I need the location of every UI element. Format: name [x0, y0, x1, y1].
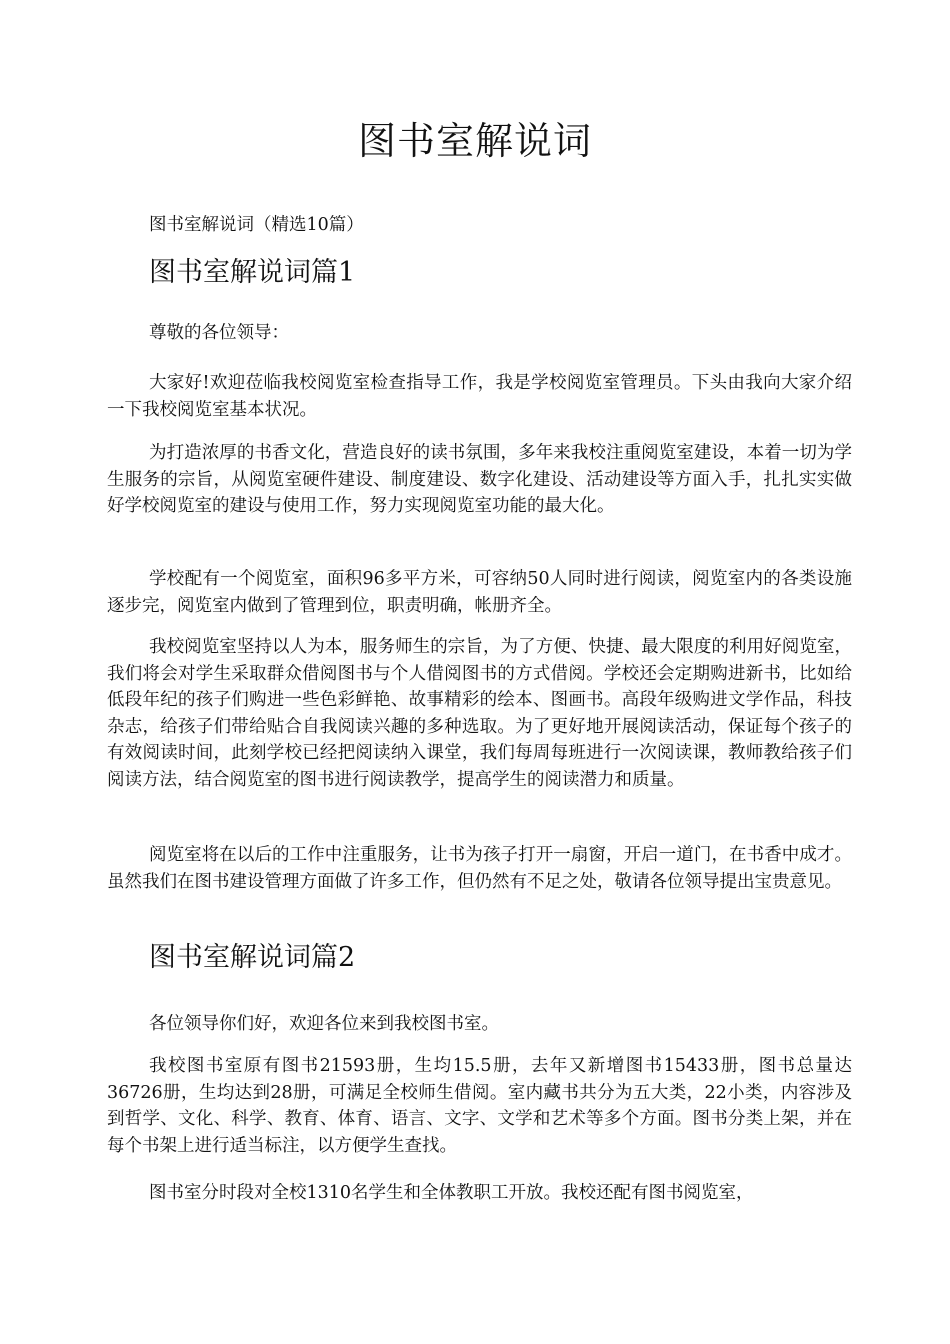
paragraph-s1-p5: 我校阅览室坚持以人为本，服务师生的宗旨，为了方便、快捷、最大限度的利用好阅览室，我们将会对学生采取群众借阅图书与个人借阅图书的方式借阅。学校还会定期购进新书，比如给低段年纪的孩子们购进一些色彩鲜艳、故事精彩的绘本、图画书。高段年级购进文学作品，科技杂志，给孩子们带给贴合自我阅读兴趣的多种选取。为了更好地开展阅读活动，保证每个孩子的有效阅读时间，此刻学校已经把阅读纳入课堂，我们每周每班进行一次阅读课，教师教给孩子们阅读方法，结合阅览室的图书进行阅读教学，提高学生的阅读潜力和质量。: [107, 637, 852, 790]
document-subtitle: 图书室解说词（精选10篇）: [149, 215, 364, 235]
paragraph-s2-p1: 各位领导你们好，欢迎各位来到我校图书室。: [149, 1014, 499, 1034]
paragraph-s2-p2: 我校图书室原有图书21593册，生均15.5册，去年又新增图书15433册，图书总量达36726册，生均达到28册，可满足全校师生借阅。室内藏书共分为五大类，22小类，内容涉及到哲学、文化、科学、教育、体育、语言、文字、文学和艺术等多个方面。图书分类上架，并在每个书架上进行适当标注，以方便学生查找。: [107, 1056, 852, 1156]
section-heading-2: 图书室解说词篇2: [149, 942, 356, 973]
document-title: 图书室解说词: [357, 119, 592, 163]
section-heading-1: 图书室解说词篇1: [149, 257, 356, 288]
paragraph-s2-p3: 图书室分时段对全校1310名学生和全体教职工开放。我校还配有图书阅览室，: [149, 1183, 754, 1203]
paragraph-s1-p6: 阅览室将在以后的工作中注重服务，让书为孩子打开一扇窗，开启一道门，在书香中成才。虽然我们在图书建设管理方面做了许多工作，但仍然有不足之处，敬请各位领导提出宝贵意见。: [107, 845, 852, 892]
paragraph-s1-p4: 学校配有一个阅览室，面积96多平方米，可容纳50人同时进行阅读，阅览室内的各类设施逐步完，阅览室内做到了管理到位，职责明确，帐册齐全。: [107, 569, 852, 616]
paragraph-s1-p3: 为打造浓厚的书香文化，营造良好的读书氛围，多年来我校注重阅览室建设，本着一切为学生服务的宗旨，从阅览室硬件建设、制度建设、数字化建设、活动建设等方面入手，扎扎实实做好学校阅览室的建设与使用工作，努力实现阅览室功能的最大化。: [107, 443, 852, 516]
paragraph-s1-p1: 尊敬的各位领导：: [149, 323, 289, 343]
paragraph-s1-p2: 大家好!欢迎莅临我校阅览室检查指导工作，我是学校阅览室管理员。下头由我向大家介绍一下我校阅览室基本状况。: [107, 373, 852, 420]
